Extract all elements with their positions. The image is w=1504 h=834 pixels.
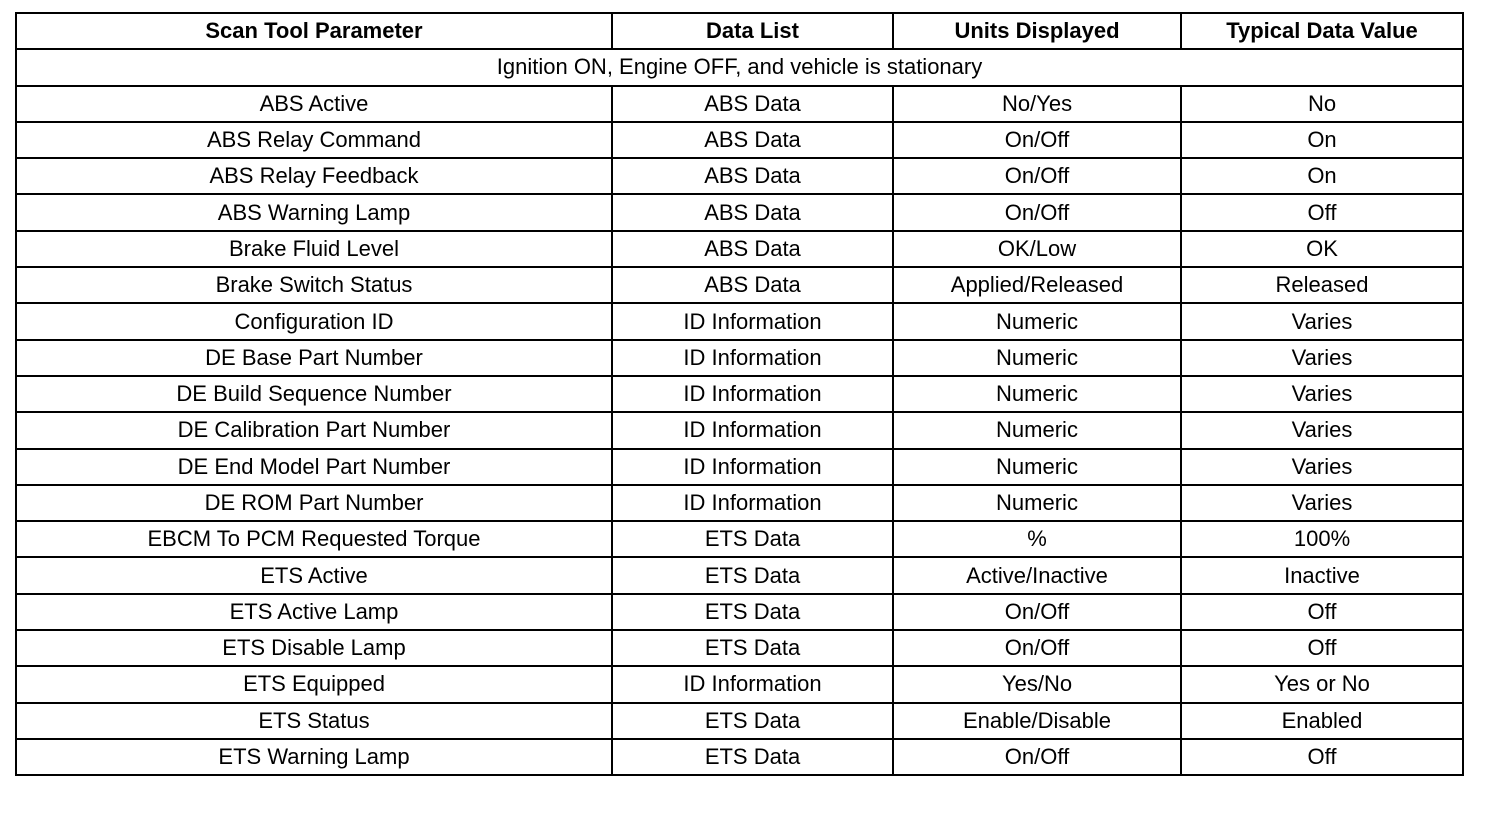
condition-row [16, 49, 1463, 85]
header-scan-tool-parameter: Scan Tool Parameter [16, 13, 612, 49]
cell-units: Active/Inactive [893, 557, 1181, 593]
table-row [16, 449, 1463, 485]
cell-parameter: DE End Model Part Number [16, 449, 612, 485]
cell-typical-value: Inactive [1181, 557, 1463, 593]
table-row [16, 594, 1463, 630]
cell-units: On/Off [893, 594, 1181, 630]
cell-units: Numeric [893, 449, 1181, 485]
scan-tool-data-table-container [15, 12, 1464, 776]
table-row [16, 340, 1463, 376]
cell-units: On/Off [893, 158, 1181, 194]
cell-units: Numeric [893, 412, 1181, 448]
cell-parameter: ETS Equipped [16, 666, 612, 702]
cell-parameter: ABS Relay Feedback [16, 158, 612, 194]
cell-typical-value: Varies [1181, 485, 1463, 521]
cell-units: On/Off [893, 630, 1181, 666]
cell-data-list: ABS Data [612, 194, 893, 230]
cell-typical-value: Varies [1181, 449, 1463, 485]
cell-data-list: ETS Data [612, 703, 893, 739]
cell-units: Applied/Released [893, 267, 1181, 303]
cell-units: % [893, 521, 1181, 557]
cell-parameter: ETS Active Lamp [16, 594, 612, 630]
cell-data-list: ABS Data [612, 122, 893, 158]
cell-data-list: ID Information [612, 340, 893, 376]
table-row [16, 739, 1463, 775]
condition-text: Ignition ON, Engine OFF, and vehicle is stationary [16, 49, 1463, 85]
cell-parameter: ETS Status [16, 703, 612, 739]
cell-typical-value: Off [1181, 630, 1463, 666]
table-row [16, 122, 1463, 158]
cell-data-list: ID Information [612, 376, 893, 412]
cell-data-list: ETS Data [612, 557, 893, 593]
cell-data-list: ETS Data [612, 630, 893, 666]
scan-tool-data-table [15, 12, 1464, 776]
cell-data-list: ABS Data [612, 158, 893, 194]
cell-typical-value: On [1181, 122, 1463, 158]
cell-parameter: ABS Relay Command [16, 122, 612, 158]
cell-units: OK/Low [893, 231, 1181, 267]
table-row [16, 376, 1463, 412]
cell-parameter: DE Calibration Part Number [16, 412, 612, 448]
cell-data-list: ID Information [612, 485, 893, 521]
cell-data-list: ID Information [612, 303, 893, 339]
table-row [16, 485, 1463, 521]
cell-typical-value: Enabled [1181, 703, 1463, 739]
table-row [16, 630, 1463, 666]
table-row [16, 703, 1463, 739]
cell-units: Enable/Disable [893, 703, 1181, 739]
cell-parameter: ETS Active [16, 557, 612, 593]
cell-typical-value: Released [1181, 267, 1463, 303]
cell-typical-value: Yes or No [1181, 666, 1463, 702]
cell-data-list: ID Information [612, 666, 893, 702]
table-row [16, 303, 1463, 339]
cell-data-list: ETS Data [612, 594, 893, 630]
cell-parameter: ABS Active [16, 86, 612, 122]
cell-typical-value: Off [1181, 594, 1463, 630]
cell-parameter: ETS Disable Lamp [16, 630, 612, 666]
cell-parameter: Brake Fluid Level [16, 231, 612, 267]
cell-data-list: ID Information [612, 412, 893, 448]
table-row [16, 194, 1463, 230]
cell-data-list: ID Information [612, 449, 893, 485]
cell-typical-value: Varies [1181, 376, 1463, 412]
table-row [16, 521, 1463, 557]
cell-parameter: Configuration ID [16, 303, 612, 339]
cell-typical-value: Varies [1181, 340, 1463, 376]
header-row [16, 13, 1463, 49]
cell-units: Numeric [893, 376, 1181, 412]
table-row [16, 86, 1463, 122]
cell-units: Yes/No [893, 666, 1181, 702]
cell-units: On/Off [893, 194, 1181, 230]
cell-units: Numeric [893, 340, 1181, 376]
cell-parameter: ABS Warning Lamp [16, 194, 612, 230]
cell-parameter: DE Base Part Number [16, 340, 612, 376]
table-row [16, 666, 1463, 702]
cell-data-list: ABS Data [612, 267, 893, 303]
cell-typical-value: Varies [1181, 303, 1463, 339]
cell-units: Numeric [893, 485, 1181, 521]
cell-typical-value: Off [1181, 194, 1463, 230]
table-row [16, 557, 1463, 593]
cell-typical-value: On [1181, 158, 1463, 194]
cell-units: On/Off [893, 739, 1181, 775]
header-typical-data-value: Typical Data Value [1181, 13, 1463, 49]
cell-typical-value: OK [1181, 231, 1463, 267]
cell-data-list: ABS Data [612, 86, 893, 122]
table-row [16, 412, 1463, 448]
cell-parameter: Brake Switch Status [16, 267, 612, 303]
table-row [16, 267, 1463, 303]
cell-data-list: ETS Data [612, 521, 893, 557]
cell-parameter: EBCM To PCM Requested Torque [16, 521, 612, 557]
header-data-list: Data List [612, 13, 893, 49]
cell-parameter: ETS Warning Lamp [16, 739, 612, 775]
cell-data-list: ABS Data [612, 231, 893, 267]
cell-units: On/Off [893, 122, 1181, 158]
cell-typical-value: Off [1181, 739, 1463, 775]
table-row [16, 158, 1463, 194]
cell-data-list: ETS Data [612, 739, 893, 775]
table-row [16, 231, 1463, 267]
cell-units: Numeric [893, 303, 1181, 339]
cell-units: No/Yes [893, 86, 1181, 122]
cell-typical-value: 100% [1181, 521, 1463, 557]
header-units-displayed: Units Displayed [893, 13, 1181, 49]
cell-typical-value: No [1181, 86, 1463, 122]
cell-parameter: DE ROM Part Number [16, 485, 612, 521]
cell-parameter: DE Build Sequence Number [16, 376, 612, 412]
cell-typical-value: Varies [1181, 412, 1463, 448]
